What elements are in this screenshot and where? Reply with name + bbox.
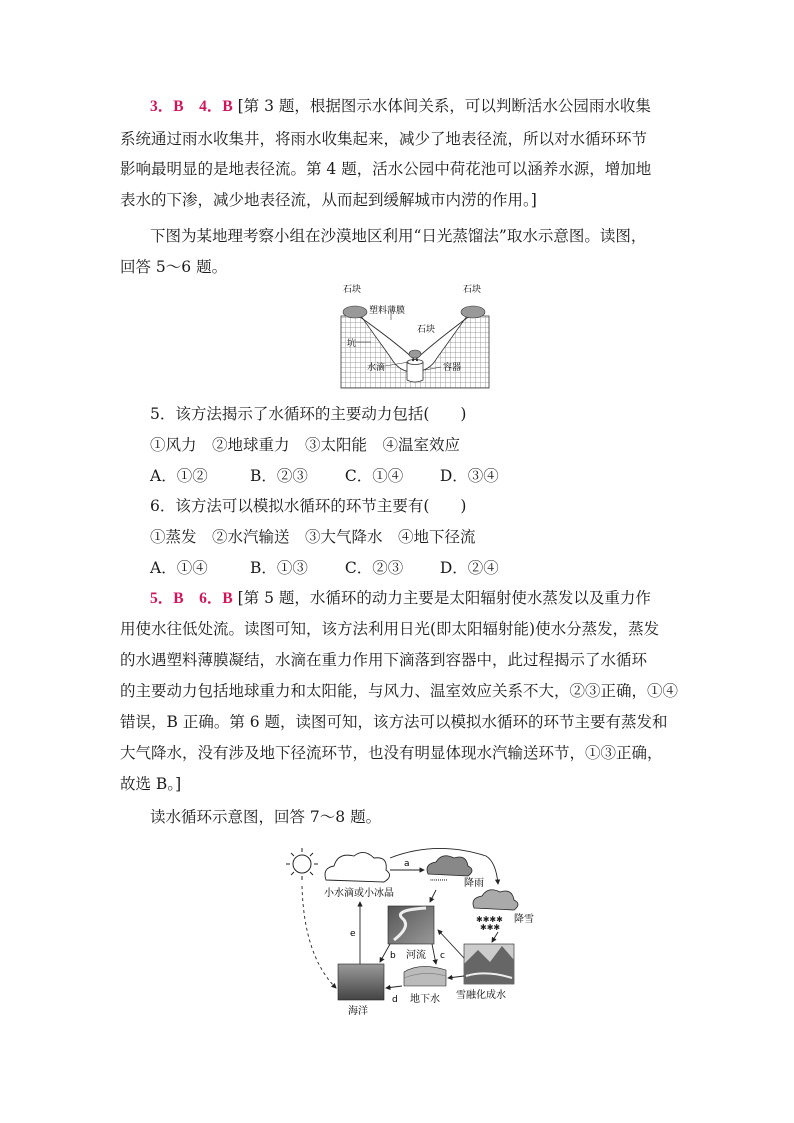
svg-text:✱✱✱✱: ✱✱✱✱ bbox=[476, 915, 503, 924]
answer-paragraph-1 bbox=[150, 95, 710, 118]
label-melt: 雪融化成水 bbox=[456, 990, 506, 1001]
arrow-b bbox=[380, 944, 390, 962]
text-line: 错误，B 正确。第 6 题，读图可知，该方法可以模拟水循环的环节主要有蒸发和 bbox=[120, 713, 668, 731]
svg-text:''''''''': ''''''''' bbox=[430, 878, 448, 886]
label-container: 容器 bbox=[443, 363, 462, 373]
question-5-items: ①风力 ②地球重力 ③太阳能 ④温室效应 bbox=[150, 436, 461, 454]
question-5-stem: 5．该方法揭示了水循环的主要动力包括( ) bbox=[150, 405, 467, 423]
option-c[interactable]: C．①④ bbox=[344, 467, 404, 485]
option-b[interactable]: B．①③ bbox=[249, 559, 308, 577]
label-rain: 降雨 bbox=[464, 878, 484, 889]
stone-middle bbox=[409, 350, 421, 358]
explanation-text: [第 3 题，根据图示水体间关系，可以判断活水公园雨水收集 bbox=[237, 97, 651, 115]
groundwater-image bbox=[404, 966, 446, 986]
label-drop: 水滴 bbox=[367, 363, 386, 373]
water-cycle-diagram bbox=[286, 846, 548, 1018]
answer-key: 5．B 6．B bbox=[150, 590, 233, 607]
container bbox=[407, 362, 423, 382]
text-line: 的主要动力包括地球重力和太阳能，与风力、温室效应关系不大，②③正确，①④ bbox=[120, 682, 679, 700]
label-a: a bbox=[404, 859, 410, 869]
option-c[interactable]: C．②③ bbox=[344, 559, 404, 577]
question-6-options bbox=[150, 557, 710, 579]
cloud-icon bbox=[325, 852, 390, 882]
label-d: d bbox=[392, 995, 398, 1005]
option-d[interactable]: D．③④ bbox=[439, 467, 499, 485]
sun-icon bbox=[286, 848, 318, 880]
text-line: 表水的下渗，减少地表径流，从而起到缓解城市内涝的作用。] bbox=[120, 191, 537, 209]
explanation-text: [第 5 题，水循环的动力主要是太阳辐射使水蒸发以及重力作 bbox=[237, 589, 651, 607]
option-d[interactable]: D．②④ bbox=[439, 559, 499, 577]
solar-still-diagram bbox=[333, 280, 495, 392]
question-intro: 回答 5～6 题。 bbox=[120, 258, 228, 276]
arrow-d bbox=[386, 986, 402, 988]
rain-cloud-icon bbox=[427, 856, 472, 876]
label-cloud: 小水滴或小冰晶 bbox=[324, 888, 394, 899]
text-line: 影响最明显的是地表径流。第 4 题，活水公园中荷花池可以涵养水源，增加地 bbox=[120, 160, 652, 178]
label-river: 河流 bbox=[406, 950, 426, 961]
question-intro: 读水循环示意图，回答 7～8 题。 bbox=[150, 808, 382, 826]
label-b: b bbox=[390, 951, 396, 961]
label-c: c bbox=[440, 951, 445, 961]
label-e: e bbox=[350, 929, 356, 939]
question-intro: 下图为某地理考察小组在沙漠地区利用“日光蒸馏法”取水示意图。读图， bbox=[150, 227, 647, 245]
label-ocean: 海洋 bbox=[348, 1006, 368, 1017]
arrow-c bbox=[432, 944, 436, 964]
text-line: 故选 B。] bbox=[120, 775, 182, 793]
label-pit: 坑 bbox=[347, 339, 357, 349]
label-film: 塑料薄膜 bbox=[369, 306, 406, 316]
label-stone-middle: 石块 bbox=[417, 325, 436, 335]
text-line: 的水遇塑料薄膜凝结，水滴在重力作用下滴落到容器中，此过程揭示了水循环 bbox=[120, 651, 648, 669]
option-a[interactable]: A．①④ bbox=[150, 559, 208, 577]
option-a[interactable]: A．①② bbox=[150, 467, 208, 485]
label-snow: 降雪 bbox=[514, 914, 534, 925]
text-line: 用使水往低处流。读图可知，该方法利用日光(即太阳辐射能)使水分蒸发，蒸发 bbox=[120, 620, 660, 638]
svg-text:✱✱✱: ✱✱✱ bbox=[480, 923, 501, 932]
question-6-stem: 6．该方法可以模拟水循环的环节主要有( ) bbox=[150, 497, 467, 515]
stone-left bbox=[343, 306, 367, 318]
option-b[interactable]: B．②③ bbox=[249, 467, 308, 485]
answer-key: 3．B 4．B bbox=[150, 98, 233, 115]
label-groundwater: 地下水 bbox=[410, 994, 440, 1005]
text-line: 大气降水，没有涉及地下径流环节，也没有明显体现水汽输送环节，①③正确， bbox=[120, 744, 663, 762]
ocean-image bbox=[338, 964, 384, 1000]
stone-right bbox=[461, 306, 485, 318]
text-line: 系统通过雨水收集井，将雨水收集起来，减少了地表径流，所以对水循环环节 bbox=[120, 130, 648, 148]
label-stone-left: 石块 bbox=[343, 285, 362, 295]
label-stone-right: 石块 bbox=[463, 285, 482, 295]
answer-paragraph-2 bbox=[150, 587, 710, 610]
snow-cloud-icon bbox=[473, 890, 518, 910]
question-6-items: ①蒸发 ②水汽输送 ③大气降水 ④地下径流 bbox=[150, 528, 476, 546]
question-5-options bbox=[150, 465, 710, 487]
